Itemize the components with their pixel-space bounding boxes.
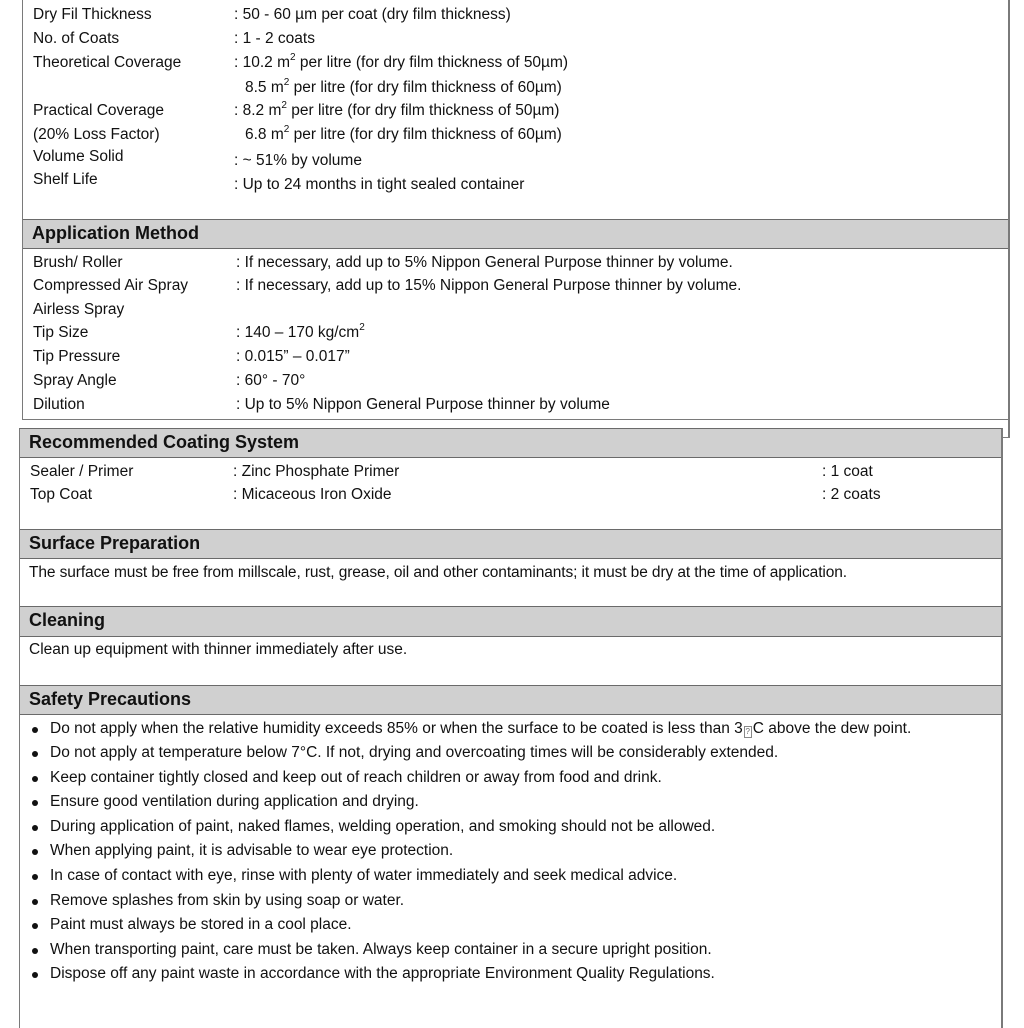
properties-panel — [22, 0, 1010, 420]
coating-count: : 2 coats — [822, 486, 881, 503]
safety-item: When applying paint, it is advisable to wear eye protection. — [29, 839, 991, 864]
property-value: : 1 - 2 coats — [234, 30, 315, 47]
coating-product: : Zinc Phosphate Primer — [233, 463, 400, 480]
application-value: : 60° - 70° — [236, 372, 306, 389]
safety-item: Keep container tightly closed and keep out of reach children or away from food and drink. — [29, 766, 991, 791]
property-label: No. of Coats — [33, 30, 120, 47]
bullet-icon — [32, 849, 38, 855]
surface-preparation-text: The surface must be free from millscale, rust, grease, oil and other contaminants; it must be dry at the time of application. — [29, 564, 847, 581]
property-label: Shelf Life — [33, 171, 98, 188]
application-label: Brush/ Roller — [33, 254, 123, 271]
application-value: : If necessary, add up to 5% Nippon General Purpose thinner by volume. — [236, 254, 733, 271]
safety-item: Dispose off any paint waste in accordance with the appropriate Environment Quality Regulations. — [29, 962, 991, 987]
property-value: : 8.2 $m^2$ per litre (for dry film thickness of 50µm) — [234, 99, 560, 119]
application-label: Tip Pressure — [33, 348, 121, 365]
property-label: (20% Loss Factor) — [33, 126, 160, 143]
coating-info-panel — [19, 428, 1003, 1028]
coating-count: : 1 coat — [822, 463, 873, 480]
application-value: : 0.015” – 0.017” — [236, 348, 350, 365]
bullet-icon — [32, 751, 38, 757]
application-label: Tip Size — [33, 324, 89, 341]
section-header-safety-precautions: Safety Precautions — [20, 685, 1001, 715]
section-header-surface-preparation: Surface Preparation — [20, 529, 1001, 559]
cleaning-text: Clean up equipment with thinner immediately after use. — [29, 641, 408, 658]
application-label: Airless Spray — [33, 301, 125, 318]
bullet-icon — [32, 923, 38, 929]
missing-glyph-icon: ? — [745, 727, 750, 736]
safety-item: Do not apply at temperature below 7°C. If not, drying and overcoating times will be considerably extended. — [29, 741, 991, 766]
application-label: Dilution — [33, 396, 85, 413]
section-header-recommended-coating-system: Recommended Coating System — [20, 429, 1001, 458]
coating-label: Top Coat — [30, 486, 93, 503]
property-label: Dry Fil Thickness — [33, 6, 152, 23]
application-value: : If necessary, add up to 15% Nippon General Purpose thinner by volume. — [236, 277, 742, 294]
bullet-icon — [32, 948, 38, 954]
bullet-icon — [32, 727, 38, 733]
property-label: Practical Coverage — [33, 102, 164, 119]
property-value: 8.5 $m^2$ per litre (for dry film thickness of 60µm) — [245, 76, 562, 96]
coating-product: : Micaceous Iron Oxide — [233, 486, 392, 503]
application-value: : 140 – 170 $kg/cm^2$ — [236, 321, 365, 341]
property-value: 6.8 $m^2$ per litre (for dry film thickness of 60µm) — [245, 123, 562, 143]
bullet-icon — [32, 874, 38, 880]
section-header-cleaning: Cleaning — [20, 606, 1001, 637]
application-value: : Up to 5% Nippon General Purpose thinner by volume — [236, 396, 610, 413]
application-label: Compressed Air Spray — [33, 277, 189, 294]
bullet-icon — [32, 972, 38, 978]
property-value: : 10.2 $m^2$ per litre (for dry film thickness of 50µm) — [234, 51, 569, 71]
bullet-icon — [32, 776, 38, 782]
property-label: Theoretical Coverage — [33, 54, 182, 71]
safety-item: In case of contact with eye, rinse with plenty of water immediately and seek medical advice. — [29, 864, 991, 889]
property-value: : Up to 24 months in tight sealed container — [234, 176, 525, 193]
section-header-application-method: Application Method — [23, 219, 1008, 249]
bullet-icon — [32, 800, 38, 806]
bullet-icon — [32, 825, 38, 831]
property-value: : 50 - 60 µm per coat (dry film thickness) — [234, 6, 511, 23]
safety-item: During application of paint, naked flames, welding operation, and smoking should not be allowed. — [29, 815, 991, 840]
safety-precautions-list — [29, 717, 991, 987]
application-label: Spray Angle — [33, 372, 117, 389]
property-value: : ~ 51% by volume — [234, 152, 362, 169]
safety-item: Remove splashes from skin by using soap or water. — [29, 889, 991, 914]
safety-item: When transporting paint, care must be taken. Always keep container in a secure upright position. — [29, 938, 991, 963]
property-label: Volume Solid — [33, 148, 124, 165]
safety-item: Paint must always be stored in a cool place. — [29, 913, 991, 938]
safety-item: Do not apply when the relative humidity exceeds 85% or when the surface to be coated is less than 3 ? C above the dew point. — [29, 717, 991, 741]
bullet-icon — [32, 899, 38, 905]
coating-label: Sealer / Primer — [30, 463, 134, 480]
safety-item: Ensure good ventilation during application and drying. — [29, 790, 991, 815]
